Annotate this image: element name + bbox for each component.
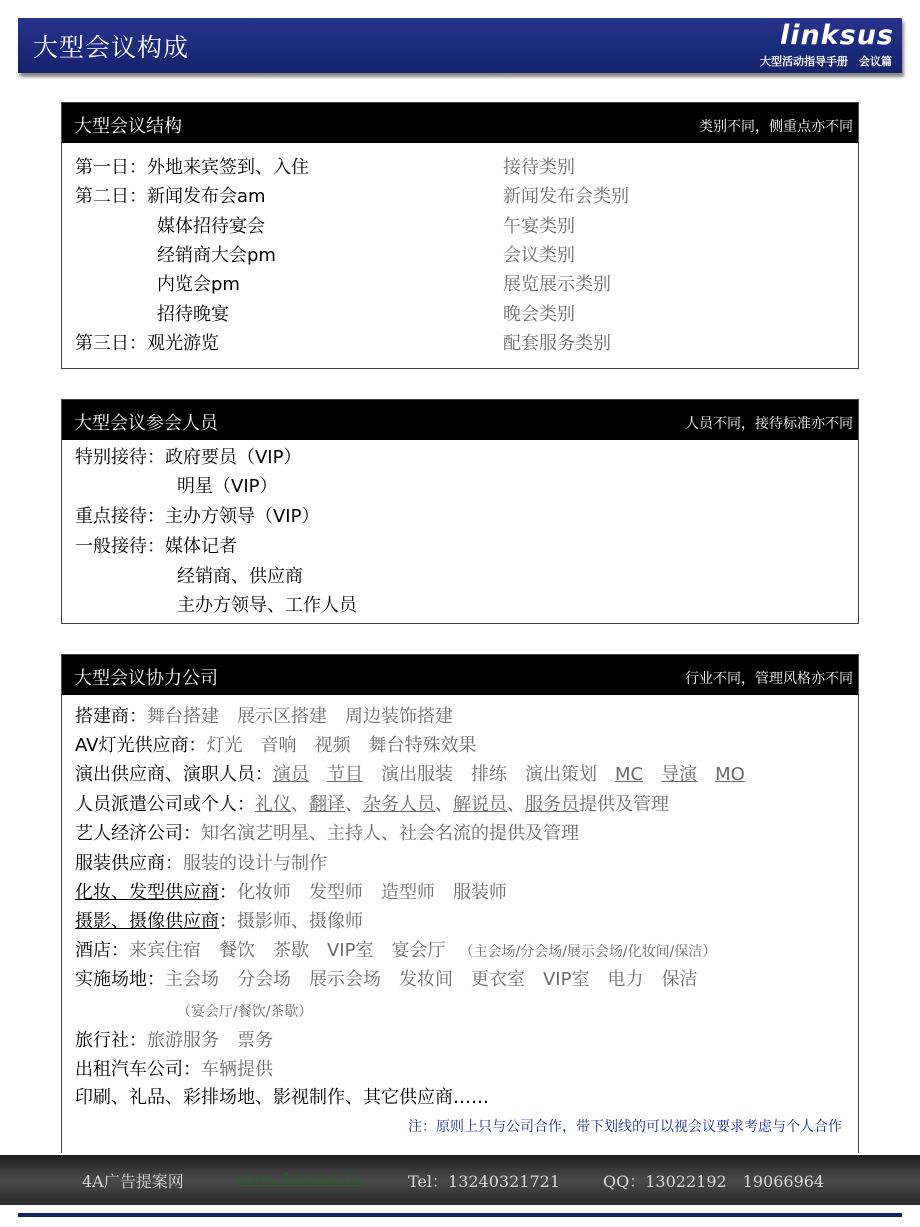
footer-qq: QQ：13022192 19066964 (603, 1172, 825, 1191)
structure-panel-note: 类别不同，侧重点亦不同 (699, 119, 853, 135)
talent-label: 艺人经济公司： (75, 823, 201, 844)
structure-category-5: 展览展示类别 (503, 274, 611, 295)
performance-items: 演出服装 排练 演出策划 (381, 764, 597, 785)
talent-items: 知名演艺明星、主持人、社会名流的提供及管理 (201, 823, 579, 844)
partner-row-performance (75, 763, 745, 787)
partner-row-other: 印刷、礼品、彩排场地、影视制作、其它供应商…… (75, 1087, 489, 1108)
header-subtitle: 大型活动指导手册 会议篇 (760, 55, 892, 68)
partner-row-photo: 摄影、摄像供应商：摄影师、摄像师 (75, 911, 363, 932)
photo-items: 摄影师、摄像师 (237, 911, 363, 932)
partner-row-hotel (75, 939, 716, 964)
makeup-items: 化妆师 发型师 造型师 服装师 (237, 882, 507, 903)
av-items: 灯光 音响 视频 舞台特殊效果 (206, 735, 477, 756)
attendee-row-5: 经销商、供应商 (177, 566, 303, 587)
partners-panel-note: 行业不同，管理风格亦不同 (685, 671, 853, 687)
header-bar (18, 18, 902, 73)
venue-label: 实施场地： (75, 969, 165, 990)
structure-category-7: 配套服务类别 (503, 333, 611, 354)
footer-site: 4A广告提案网 (82, 1172, 184, 1191)
partner-row-venue (75, 968, 697, 992)
taxi-label: 出租汽车公司： (75, 1059, 201, 1080)
footer-rule (18, 1213, 902, 1217)
staffing-etiquette: 礼仪 (255, 794, 291, 815)
brand-logo: linksus (779, 20, 894, 51)
structure-day-2: 第二日：新闻发布会am (75, 186, 266, 207)
venue-items: 主会场 分会场 展示会场 发妆间 更衣室 VIP室 电力 保洁 (165, 969, 698, 990)
partner-row-costume (75, 852, 327, 876)
performance-director: 导演 (661, 764, 698, 785)
footer-link[interactable]: www.4aaaaa.cn (236, 1169, 363, 1188)
taxi-items: 车辆提供 (201, 1059, 273, 1080)
structure-item-3: 媒体招待宴会 (157, 216, 265, 237)
attendee-row-2: 明星（VIP） (177, 476, 278, 497)
footer-tel: Tel：13240321721 (408, 1172, 560, 1191)
photo-label: 摄影、摄像供应商 (75, 911, 219, 932)
performance-label: 演出供应商、演职人员： (75, 764, 273, 785)
structure-panel (61, 102, 859, 369)
performance-shows: 节目 (327, 764, 363, 785)
partner-row-builders (75, 705, 453, 729)
attendee-row-1: 特别接待：政府要员（VIP） (75, 447, 302, 468)
structure-item-6: 招待晚宴 (157, 304, 229, 325)
costume-items: 服装的设计与制作 (183, 853, 327, 874)
partners-panel-title: 大型会议协力公司 (74, 668, 218, 689)
partner-row-makeup: 化妆、发型供应商：化妆师 发型师 造型师 服装师 (75, 882, 507, 903)
attendee-row-3: 重点接待：主办方领导（VIP） (75, 506, 320, 527)
attendee-row-4: 一般接待：媒体记者 (75, 536, 237, 557)
structure-category-3: 午宴类别 (503, 216, 575, 237)
partners-footnote: 注：原则上只与公司合作，带下划线的可以视会议要求考虑与个人合作 (408, 1119, 842, 1135)
structure-panel-title: 大型会议结构 (74, 116, 182, 137)
hotel-label: 酒店： (75, 940, 129, 961)
makeup-label: 化妆、发型供应商 (75, 882, 219, 903)
page-title: 大型会议构成 (33, 33, 190, 62)
partner-row-av (75, 734, 476, 758)
partners-panel-header (62, 655, 858, 695)
structure-category-1: 接待类别 (503, 157, 575, 178)
staffing-guide: 解说员 (453, 794, 507, 815)
venue-note: （宴会厅/餐饮/茶歇） (177, 1004, 313, 1020)
structure-item-5: 内览会pm (157, 274, 240, 295)
staffing-translator: 翻译 (309, 794, 345, 815)
staffing-misc: 杂务人员 (363, 794, 435, 815)
structure-panel-header (62, 103, 858, 143)
structure-category-2: 新闻发布会类别 (503, 186, 629, 207)
staffing-waiter: 服务员 (525, 794, 579, 815)
structure-item-4: 经销商大会pm (157, 245, 276, 266)
attendees-panel-header (62, 400, 858, 440)
footer-bar (0, 1155, 920, 1205)
hotel-items: 来宾住宿 餐饮 茶歇 VIP室 宴会厅 (129, 940, 446, 961)
structure-day-3: 第三日：观光游览 (75, 333, 219, 354)
partner-row-talent (75, 822, 579, 846)
partner-row-staffing: 人员派遣公司或个人：礼仪、翻译、杂务人员、解说员、服务员提供及管理 (75, 794, 669, 815)
hotel-note: （主会场/分会场/展示会场/化妆间/保洁） (459, 944, 717, 960)
staffing-label: 人员派遣公司或个人： (75, 794, 255, 815)
structure-category-4: 会议类别 (503, 245, 575, 266)
performance-mc: MC (615, 764, 644, 785)
partner-row-taxi (75, 1058, 273, 1082)
performance-actors: 演员 (273, 764, 309, 785)
performance-mo: MO (715, 764, 745, 785)
structure-category-6: 晚会类别 (503, 304, 575, 325)
attendees-panel-note: 人员不同，接待标准亦不同 (685, 416, 853, 432)
attendee-row-6: 主办方领导、工作人员 (177, 595, 357, 616)
partners-panel (61, 654, 859, 1153)
travel-items: 旅游服务 票务 (147, 1030, 273, 1051)
staffing-tail: 提供及管理 (579, 794, 669, 815)
partner-row-travel (75, 1029, 273, 1053)
builders-items: 舞台搭建 展示区搭建 周边装饰搭建 (147, 706, 453, 727)
builders-label: 搭建商： (75, 706, 147, 727)
costume-label: 服装供应商： (75, 853, 183, 874)
attendees-panel-title: 大型会议参会人员 (74, 413, 218, 434)
attendees-panel (61, 399, 859, 624)
av-label: AV灯光供应商： (75, 735, 207, 756)
travel-label: 旅行社： (75, 1030, 147, 1051)
structure-day-1: 第一日：外地来宾签到、入住 (75, 157, 309, 178)
